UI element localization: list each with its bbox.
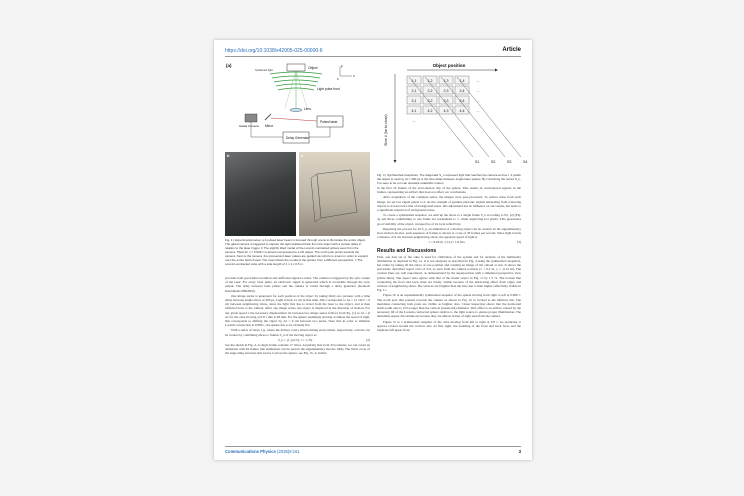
object-box <box>287 64 305 71</box>
lc-paragraph: One image series is generated for each position of the object by taking thirty-two pictures with a time delay between single slices of 400 ps. Light travels 12 cm in that time. This corresponds to Δz = 12 cm/2 = 6 cm between neighboring slices, since the light first has to travel from the laser to the object, and is then reflected back to the camera. After one image series, the object is displaced in the direction of motion. For any given speed v the necessary displacement Δx between two image series follows from Eq. (1) as Δx = β Δz for the cube moving at 0.8 c this is 48 mm. For the sphere seemingly moving at almost the speed of light, this corresponds to shifting the object by Δx = 6 cm between two series. Note that in order to simulate Lorentz contraction at 0.999 c, the sphere has to be virtually flat. <box>225 293 370 328</box>
photo-cube-model <box>299 152 370 236</box>
section-title-results: Results and Discussions <box>377 247 437 254</box>
equation-2-body: S_n = {f_(i,n+i), i = 1, N}. <box>277 337 314 342</box>
fig4-grid-cell-label: ... <box>476 99 480 103</box>
right-column <box>377 186 521 333</box>
mirror-label: Mirror <box>265 124 274 128</box>
fig4-diagonal-label: S4 <box>523 160 528 164</box>
rc-paragraph: in the first 25 frames of the slow-motion clip of the sphere. This results in overexposed regions in the frames, representing an artifact that does not affect our conclusions. <box>377 186 521 195</box>
fig4-grid-cell-label: 2,3 <box>443 89 449 93</box>
rc-paragraph: Repeating the process for all S_n, an animation of a moving object can be created. In the supplementary slow-motion movies, each sequence of frames is shown at a rate of 30 frames per second. Since light travels a distance of 6 cm between neighboring slices, the apparent speed of light is <box>377 226 521 240</box>
footer-citation[interactable] <box>225 449 300 454</box>
fig1-panel-b-label: b <box>227 153 230 158</box>
fig4-grid-cell-label: ... <box>412 119 416 123</box>
gated-camera-shape <box>245 114 257 122</box>
fig4-grid-cell-label: 1,2 <box>427 79 433 83</box>
footer-journal: Communications Physics <box>225 449 276 454</box>
object-label: Object <box>308 66 318 70</box>
rc-paragraph: After acquisition of the complete series, the images were post-processed. To reduce noise from each image, we set low signal pixels to 0. As the strength of genuine photonic signals emanating from scattering objects is at least twice that of background noise, this adjustment has no influence on our results, but leads to a significant reduction of background noise. <box>377 195 521 213</box>
equation-3 <box>377 240 521 244</box>
equation-3-number: (3) <box>517 240 521 245</box>
fig4-diagonal-label: S3 <box>507 160 512 164</box>
photo-sphere-setup <box>225 152 296 236</box>
left-column <box>225 276 370 356</box>
fig4-grid-cell-label: 4,3 <box>443 109 449 113</box>
fig4-grid-cell-label: 2,2 <box>427 89 433 93</box>
fig4-grid-cell-label: 4,1 <box>411 109 417 113</box>
light-pulse-front-label: Light pulse front <box>317 87 340 91</box>
fig4-grid-cell-label: ... <box>476 89 480 93</box>
fig4-grid-cell-label: ... <box>476 109 480 113</box>
axis-y-label: y <box>341 64 343 68</box>
lc-paragraph: provides both good time resolution and sufficient signal-to-noise. The camera is triggered by the sync output of the laser. For every laser pulse, an electronic signal is generated which is accessible through the sync output. The delay between laser pulses and the camera is varied through a delay generator (Kentech Instruments HDG800). <box>225 276 370 293</box>
footer-year: (2025)8:161 <box>277 449 300 454</box>
page-number: 3 <box>518 449 521 454</box>
figure-4-diagram <box>377 60 528 172</box>
paper-page <box>214 40 532 460</box>
fig4-grid-cell-label: 1,4 <box>459 79 465 83</box>
fig4-title: Object position <box>432 63 466 68</box>
fig1-panel-c-label: c <box>301 153 304 158</box>
header-divider <box>225 56 521 57</box>
equation-2-number: (2) <box>366 337 370 342</box>
delay-generator-label: Delay Generator <box>286 136 310 140</box>
fig4-grid-cell-label: 4,4 <box>459 109 465 113</box>
lens-label: Lens <box>304 107 311 111</box>
fig4-diagonal-line <box>457 77 521 157</box>
fig4-grid-cell-label: 4,2 <box>427 109 433 113</box>
fig4-grid-cell-label: 1,1 <box>411 79 417 83</box>
rc-paragraph: To create a synthesized snapshot, we sum up the slices to a single frame S_n according to Eq. (2) (Fig. 4). All slices contributing to one frame are normalized to 1, while neglecting hot pixels. This guarantees good visibility of the object, irrespective of its local reflectivity. <box>377 213 521 226</box>
fig4-grid-cell-label: 3,3 <box>443 99 449 103</box>
lc-paragraph: With a series of slices f_ij, where the indices i and j denote timing and position, respectively, a movie can be created by combining slices to frames S_n of the moving object as <box>225 328 370 337</box>
fig4-grid-cell-label: 3,1 <box>411 99 417 103</box>
fig4-grid-cell-label: 2,1 <box>411 89 417 93</box>
equation-3-body: c = 0.06 m / (1/s) ≈ 1.8 m/s. <box>428 240 466 245</box>
pulsed-laser-label: Pulsed laser <box>320 120 338 124</box>
lens-shape <box>290 109 302 112</box>
fig4-diagonal-label: S2 <box>491 160 496 164</box>
figure-1a-schematic <box>225 60 370 152</box>
axis-z-label: z <box>337 77 339 81</box>
fig4-grid-cell-label: 3,2 <box>427 99 433 103</box>
rc-paragraph: Figure 5b is an experimentally synthesized snapshot of the sphere moving from right to left at 0.999 c. The north pole that pointed towards the camera as shown in Fig. 1b is located at the leftmost rim. The meridians connecting both poles are visible as brighter dots. Closer inspection shows that the horizontal north-south axis is 15% longer than the vertical (equatorial) diameter. This effect is an artifact caused by the necessary tilt of the Lorentz-contracted sphere relative to the light source to ensure proper illumination. The meridians appear discontinuous because they are almost in line of sight seen from the camera. <box>377 293 521 319</box>
figure-1-caption: Fig. 1 | Experimental setup. a A pulsed laser beam is focused through a lens to illuminate the entire object. The gated camera is triggered to capture the light scattered back from the object with a certain delay in relation to the laser trigger. b The slightly tilted model of the Lorentz-contracted sphere seen from the camera. Tilted for v = 0.999 c is almost compressed to a 2D object. The north pole points towards the camera. Next to the camera, the picosecond laser pulses are guided via mirrors to a lens in order to expand over the entire field of view. The inset shows the model of the sphere from a different perspective. c The Lorentz-contracted cube with a side length of 1 x 1 x 0.6 m. <box>225 238 368 266</box>
fig4-y-label: Slice # (far to close) <box>384 114 388 146</box>
fig4-grid-cell-label: 3,4 <box>459 99 465 103</box>
fig4-diagonal-line <box>441 77 505 157</box>
doi-link[interactable]: https://doi.org/10.1038/s42005-025-00000-6 <box>225 48 323 54</box>
gated-camera-label: Gated Camera <box>239 124 259 128</box>
article-label: Article <box>502 47 521 53</box>
fig4-grid-cell-label: 2,4 <box>459 89 465 93</box>
fig4-grid-cell-label: 1,3 <box>443 79 449 83</box>
fig4-diagonal-label: S1 <box>475 160 480 164</box>
fig4-grid-cell-label: ... <box>476 79 480 83</box>
cube-wireframe <box>299 152 370 236</box>
figure-1bc-photos <box>225 152 370 236</box>
fig1-panel-a-label: (a) <box>226 63 232 68</box>
rc-paragraph: First, one data set of the cube is used for calibration of the system and for analysis of the luminosity distribution as depicted in Fig. 1a. It is not analyzed as described in Fig. 4 using the synthesized snapshots, but rather by taking all the slices of one position and creating an image of the cuboid at rest. It shows the previously described aspect ratio of 0.6, as seen from the camera position (v = 0.2 m, y = -0.12 m). The contour lines are well reproduced, as demonstrated by the superposition with a simulated perspective view (white lines). The aspect ratio agrees with that of the model object in Fig. 1c by 1.5 %. The bottom line connecting the front and back sides are barely visible because of the shadowing effect from edges and vertices of neighboring slices. The vertices are brighter than the bars due to their higher reflectivity visible in Fig. 1c. <box>377 254 521 293</box>
lc-paragraph: See the sketch in Fig. 4. A single frame contains 17 slices. Acquiring data from 32 positions, we can create an animation with 49 frames (the animations can be seen in the supplementary movies 1&2). The black cover of the supporting structure that serves to move the sphere, see Fig. 1b, is visible <box>225 343 370 356</box>
equation-2 <box>225 338 370 342</box>
scattered-light-label: Scattered light <box>255 68 273 72</box>
axis-x-label: x <box>353 74 355 78</box>
footer-divider <box>225 446 521 447</box>
rc-paragraph: Figure 5c is a synthesized snapshot of the cube moving from left to right at 0.8 c. As predicted, it appears rotated around the vertical axis. At first sight, the doubling of the front and back faces and the triplicate left upper front <box>377 319 521 333</box>
figure-4-caption: Fig. 4 | Synthesized snapshots. The diagonals S_n represent light that reaches the camera at time t. It yields the object is moving. At = 400 ps is the time delay between single laser pulses. By combining the series S_n, it is seen to be run can visualize relativistic motion. <box>377 173 521 185</box>
